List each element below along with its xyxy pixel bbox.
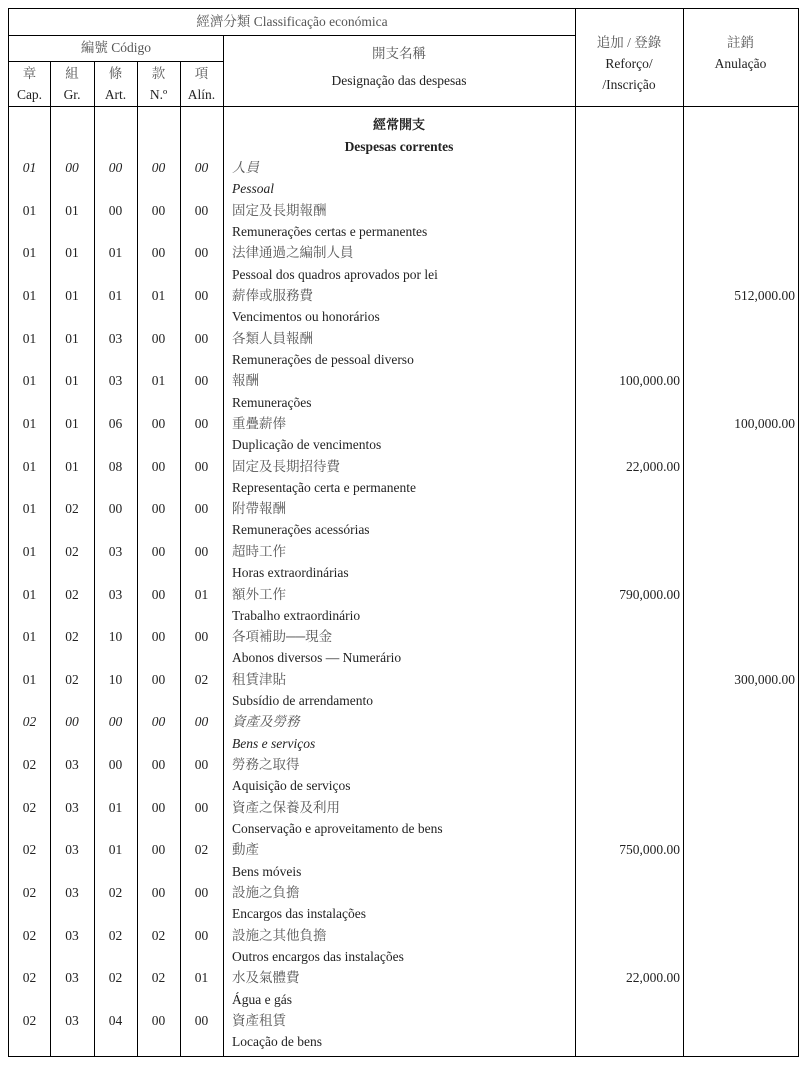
budget-table bbox=[8, 8, 799, 1057]
code-cell: 00 bbox=[151, 543, 166, 559]
code-cell: 00 bbox=[151, 885, 166, 901]
table-row bbox=[9, 370, 798, 413]
table-row bbox=[9, 200, 798, 243]
code-cell: 10 bbox=[108, 671, 123, 687]
code-cell: 10 bbox=[108, 629, 123, 645]
reforco-amount bbox=[575, 1010, 680, 1031]
code-cell: 00 bbox=[108, 757, 123, 773]
code-cell: 00 bbox=[194, 885, 209, 901]
designation-pt: Água e gás bbox=[232, 991, 292, 1007]
designation-zh: 資產租賃 bbox=[232, 1013, 286, 1028]
designation-zh: 設施之負擔 bbox=[232, 885, 300, 901]
designation-pt: Aquisição de serviços bbox=[232, 778, 351, 794]
col-header-zh: 章 bbox=[22, 66, 37, 81]
reforco-amount bbox=[575, 328, 680, 349]
designation-pt: Vencimentos ou honorários bbox=[232, 309, 380, 325]
code-cell: 02 bbox=[108, 927, 123, 943]
anulacao-amount: 512,000.00 bbox=[734, 287, 795, 303]
anulacao-amount bbox=[683, 839, 795, 860]
designation-pt: Trabalho extraordinário bbox=[232, 607, 361, 623]
code-cell: 03 bbox=[65, 799, 79, 815]
table-row bbox=[9, 242, 798, 285]
anulacao-amount bbox=[683, 754, 795, 775]
table-row bbox=[9, 669, 798, 712]
code-cell: 03 bbox=[65, 757, 79, 773]
table-row bbox=[9, 967, 798, 1010]
designation-pt: Locação de bens bbox=[232, 1034, 322, 1050]
code-cell: 00 bbox=[65, 160, 79, 175]
code-cell: 01 bbox=[151, 373, 166, 389]
code-cell: 00 bbox=[194, 202, 209, 218]
table-row bbox=[9, 157, 798, 200]
anulacao-amount bbox=[683, 626, 795, 647]
designation-zh: 設施之其他負擔 bbox=[232, 927, 327, 943]
reforco-amount bbox=[575, 157, 680, 178]
reforco-amount bbox=[575, 541, 680, 562]
reforco-amount: 750,000.00 bbox=[619, 842, 680, 858]
anulacao-amount bbox=[683, 328, 795, 349]
code-cell: 01 bbox=[22, 586, 37, 602]
code-cell: 00 bbox=[194, 458, 209, 474]
code-cell: 02 bbox=[151, 970, 166, 986]
inscricao-header-pt: /Inscrição bbox=[602, 77, 656, 92]
code-cell: 00 bbox=[108, 501, 123, 517]
code-cell: 02 bbox=[65, 671, 79, 687]
code-cell: 01 bbox=[22, 543, 37, 559]
designation-zh: 報酬 bbox=[232, 373, 259, 389]
table-row bbox=[9, 839, 798, 882]
designation-pt: Bens móveis bbox=[232, 863, 302, 879]
designation-zh: 人員 bbox=[232, 160, 259, 175]
designation-pt: Remunerações certas e permanentes bbox=[232, 223, 428, 239]
anulacao-amount bbox=[683, 370, 795, 391]
table-row bbox=[9, 584, 798, 627]
reforco-amount: 22,000.00 bbox=[626, 970, 680, 986]
code-cell: 03 bbox=[65, 927, 79, 943]
code-cell: 00 bbox=[151, 757, 166, 773]
code-cell: 00 bbox=[194, 373, 209, 389]
divider bbox=[9, 35, 575, 36]
code-cell: 00 bbox=[151, 1013, 166, 1028]
code-cell: 01 bbox=[22, 629, 37, 645]
code-cell: 02 bbox=[65, 501, 79, 517]
table-row bbox=[9, 541, 798, 584]
anulacao-amount bbox=[683, 584, 795, 605]
code-cell: 03 bbox=[108, 330, 123, 346]
code-cell: 00 bbox=[194, 629, 209, 645]
code-cell: 01 bbox=[22, 202, 37, 218]
designation-pt: Encargos das instalações bbox=[232, 906, 366, 922]
reforco-amount: 100,000.00 bbox=[619, 373, 680, 389]
classification-header: 經濟分類 Classificação económica bbox=[196, 14, 388, 29]
col-header-pt: N.º bbox=[149, 87, 168, 102]
reforco-amount bbox=[575, 882, 680, 903]
reforco-amount bbox=[575, 285, 680, 306]
code-cell: 00 bbox=[194, 330, 209, 346]
code-cell: 01 bbox=[108, 842, 123, 858]
anulacao-header-pt: Anulação bbox=[714, 56, 767, 71]
code-cell: 03 bbox=[108, 543, 123, 559]
code-cell: 00 bbox=[151, 330, 166, 346]
code-cell: 02 bbox=[22, 1013, 37, 1028]
code-cell: 00 bbox=[151, 586, 166, 602]
designation-zh: 附帶報酬 bbox=[232, 501, 286, 517]
code-cell: 00 bbox=[151, 714, 166, 730]
code-cell: 00 bbox=[194, 160, 209, 175]
designation-zh: 動產 bbox=[232, 842, 259, 858]
table-row bbox=[9, 456, 798, 499]
code-cell: 02 bbox=[22, 799, 37, 815]
code-cell: 00 bbox=[194, 757, 209, 773]
designation-zh: 水及氣體費 bbox=[232, 970, 300, 986]
anulacao-header-zh: 註銷 bbox=[727, 35, 754, 50]
anulacao-amount bbox=[683, 242, 795, 263]
code-cell: 04 bbox=[108, 1013, 123, 1028]
code-cell: 01 bbox=[65, 373, 79, 389]
designation-pt: Outros encargos das instalações bbox=[232, 948, 404, 964]
section-title-pt: Despesas correntes bbox=[344, 139, 454, 154]
code-cell: 00 bbox=[151, 415, 166, 431]
code-cell: 03 bbox=[65, 885, 79, 901]
code-cell: 00 bbox=[151, 671, 166, 687]
designation-zh: 超時工作 bbox=[232, 543, 286, 559]
designation-zh: 租賃津貼 bbox=[232, 671, 286, 687]
code-cell: 03 bbox=[65, 970, 79, 986]
code-cell: 00 bbox=[194, 287, 209, 303]
code-cell: 02 bbox=[22, 757, 37, 773]
code-cell: 01 bbox=[22, 671, 37, 687]
reforco-amount bbox=[575, 669, 680, 690]
code-cell: 02 bbox=[65, 543, 79, 559]
designation-pt: Duplicação de vencimentos bbox=[232, 437, 382, 453]
code-cell: 00 bbox=[194, 543, 209, 559]
reforco-amount bbox=[575, 200, 680, 221]
code-cell: 02 bbox=[65, 629, 79, 645]
anulacao-amount bbox=[683, 711, 795, 732]
code-cell: 02 bbox=[22, 714, 37, 730]
code-cell: 00 bbox=[151, 245, 166, 261]
designation-pt: Representação certa e permanente bbox=[232, 479, 417, 495]
code-cell: 00 bbox=[194, 714, 209, 730]
anulacao-amount bbox=[683, 797, 795, 818]
designation-zh: 固定及長期招待費 bbox=[232, 458, 340, 474]
col-header-zh: 組 bbox=[65, 66, 79, 81]
code-cell: 01 bbox=[108, 245, 123, 261]
code-cell: 02 bbox=[108, 885, 123, 901]
anulacao-amount bbox=[683, 200, 795, 221]
code-cell: 01 bbox=[65, 458, 79, 474]
code-cell: 01 bbox=[22, 373, 37, 389]
divider bbox=[9, 106, 798, 107]
table-row bbox=[9, 754, 798, 797]
table-row bbox=[9, 413, 798, 456]
anulacao-amount bbox=[683, 925, 795, 946]
designation-pt: Horas extraordinárias bbox=[232, 565, 349, 581]
code-cell: 01 bbox=[22, 415, 37, 431]
table-row bbox=[9, 285, 798, 328]
table-row bbox=[9, 328, 798, 371]
code-cell: 00 bbox=[151, 501, 166, 517]
designation-pt: Abonos diversos — Numerário bbox=[232, 650, 402, 666]
code-cell: 00 bbox=[194, 799, 209, 815]
code-cell: 02 bbox=[22, 885, 37, 901]
code-cell: 01 bbox=[22, 287, 37, 303]
anulacao-amount bbox=[683, 157, 795, 178]
designation-pt: Remunerações de pessoal diverso bbox=[232, 351, 414, 367]
anulacao-amount: 100,000.00 bbox=[734, 415, 795, 431]
code-cell: 06 bbox=[108, 415, 123, 431]
reforco-header-pt: Reforço/ bbox=[605, 56, 653, 71]
code-cell: 01 bbox=[22, 330, 37, 346]
reforco-amount bbox=[575, 797, 680, 818]
anulacao-amount bbox=[683, 541, 795, 562]
code-cell: 01 bbox=[22, 501, 37, 517]
code-cell: 00 bbox=[194, 415, 209, 431]
reforco-amount bbox=[575, 242, 680, 263]
code-cell: 01 bbox=[22, 160, 37, 175]
reforco-amount bbox=[575, 925, 680, 946]
col-header-pt: Cap. bbox=[16, 87, 43, 102]
code-cell: 01 bbox=[151, 287, 166, 303]
code-cell: 01 bbox=[65, 415, 79, 431]
code-cell: 01 bbox=[194, 970, 209, 986]
divider bbox=[9, 61, 223, 62]
table-row bbox=[9, 797, 798, 840]
code-cell: 00 bbox=[151, 629, 166, 645]
reforco-amount bbox=[575, 626, 680, 647]
code-cell: 00 bbox=[151, 458, 166, 474]
code-cell: 01 bbox=[108, 799, 123, 815]
anulacao-amount bbox=[683, 967, 795, 988]
reforco-amount bbox=[575, 498, 680, 519]
code-cell: 01 bbox=[65, 245, 79, 261]
code-cell: 00 bbox=[151, 202, 166, 218]
code-cell: 00 bbox=[65, 714, 79, 730]
code-cell: 01 bbox=[65, 202, 79, 218]
table-row bbox=[9, 498, 798, 541]
designation-zh: 資產之保養及利用 bbox=[232, 799, 340, 815]
code-cell: 00 bbox=[108, 714, 123, 730]
designation-zh: 各項補助──現金 bbox=[232, 629, 333, 645]
code-cell: 03 bbox=[108, 586, 123, 602]
code-cell: 02 bbox=[22, 927, 37, 943]
code-header: 編號 Código bbox=[80, 40, 152, 55]
designation-header-pt: Designação das despesas bbox=[331, 73, 467, 88]
reforco-amount bbox=[575, 711, 680, 732]
designation-zh: 重疊薪俸 bbox=[232, 415, 286, 431]
code-cell: 08 bbox=[108, 458, 123, 474]
designation-pt: Pessoal dos quadros aprovados por lei bbox=[232, 266, 438, 282]
designation-pt: Pessoal bbox=[232, 181, 274, 197]
designation-zh: 固定及長期報酬 bbox=[232, 202, 327, 218]
designation-pt: Bens e serviços bbox=[232, 735, 316, 751]
code-cell: 02 bbox=[151, 927, 166, 943]
code-cell: 02 bbox=[194, 671, 209, 687]
code-cell: 02 bbox=[22, 970, 37, 986]
code-cell: 00 bbox=[151, 160, 166, 175]
designation-zh: 法律通過之編制人員 bbox=[232, 245, 354, 261]
code-cell: 00 bbox=[194, 501, 209, 517]
anulacao-amount bbox=[683, 456, 795, 477]
code-cell: 03 bbox=[65, 1013, 79, 1028]
col-header-pt: Alín. bbox=[187, 87, 216, 102]
code-cell: 00 bbox=[151, 842, 166, 858]
designation-pt: Subsídio de arrendamento bbox=[232, 693, 373, 709]
reforco-header-zh: 追加 / 登錄 bbox=[596, 35, 662, 50]
designation-zh: 各類人員報酬 bbox=[232, 330, 313, 346]
reforco-amount: 790,000.00 bbox=[619, 586, 680, 602]
code-cell: 01 bbox=[194, 586, 209, 602]
anulacao-amount: 300,000.00 bbox=[734, 671, 795, 687]
designation-pt: Remunerações acessórias bbox=[232, 522, 370, 538]
code-cell: 00 bbox=[194, 927, 209, 943]
code-cell: 00 bbox=[108, 202, 123, 218]
code-cell: 01 bbox=[65, 330, 79, 346]
table-row bbox=[9, 882, 798, 925]
reforco-amount bbox=[575, 754, 680, 775]
code-cell: 00 bbox=[108, 160, 123, 175]
section-title-zh: 經常開支 bbox=[372, 118, 425, 133]
code-cell: 02 bbox=[22, 842, 37, 858]
designation-zh: 額外工作 bbox=[232, 586, 286, 602]
designation-zh: 勞務之取得 bbox=[232, 757, 300, 773]
designation-zh: 資產及勞務 bbox=[232, 714, 300, 730]
col-header-zh: 款 bbox=[151, 66, 166, 81]
designation-pt: Remunerações bbox=[232, 394, 312, 410]
code-cell: 00 bbox=[151, 799, 166, 815]
table-row bbox=[9, 925, 798, 968]
code-cell: 00 bbox=[194, 1013, 209, 1028]
anulacao-amount bbox=[683, 882, 795, 903]
table-row bbox=[9, 626, 798, 669]
designation-header-zh: 開支名稱 bbox=[372, 46, 426, 61]
table-row bbox=[9, 1010, 798, 1053]
col-header-pt: Gr. bbox=[63, 87, 81, 102]
code-cell: 02 bbox=[194, 842, 209, 858]
col-header-zh: 條 bbox=[108, 66, 123, 81]
anulacao-amount bbox=[683, 1010, 795, 1031]
reforco-amount bbox=[575, 413, 680, 434]
code-cell: 03 bbox=[108, 373, 123, 389]
code-cell: 01 bbox=[22, 458, 37, 474]
designation-pt: Conservação e aproveitamento de bens bbox=[232, 821, 443, 837]
reforco-amount: 22,000.00 bbox=[626, 458, 680, 474]
code-cell: 02 bbox=[108, 970, 123, 986]
designation-zh: 薪俸或服務費 bbox=[232, 287, 313, 303]
code-cell: 01 bbox=[22, 245, 37, 261]
col-header-zh: 項 bbox=[194, 66, 209, 81]
anulacao-amount bbox=[683, 498, 795, 519]
code-cell: 01 bbox=[65, 287, 79, 303]
table-row bbox=[9, 711, 798, 754]
code-cell: 03 bbox=[65, 842, 79, 858]
code-cell: 00 bbox=[194, 245, 209, 261]
col-header-pt: Art. bbox=[104, 87, 127, 102]
code-cell: 02 bbox=[65, 586, 79, 602]
code-cell: 01 bbox=[108, 287, 123, 303]
